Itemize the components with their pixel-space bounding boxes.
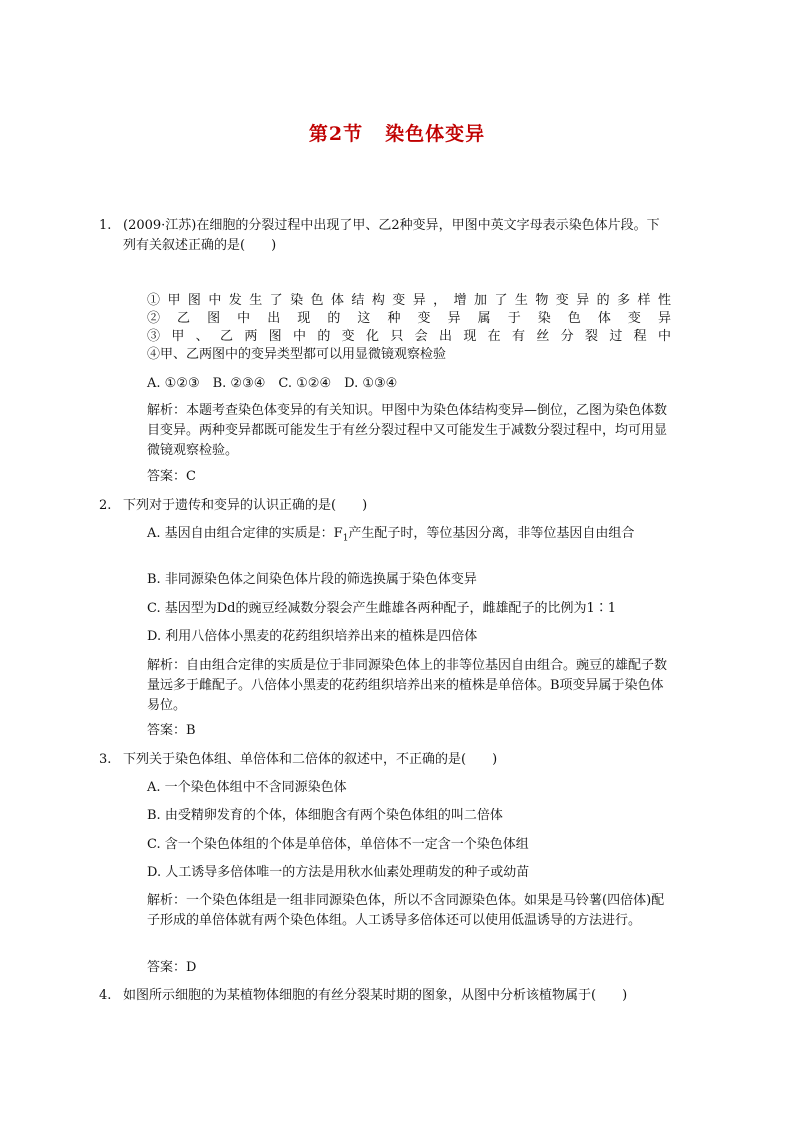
- question-3-stem: 3. 下列关于染色体组、单倍体和二倍体的叙述中，不正确的是( ): [123, 750, 671, 770]
- q2-option-a: A. 基因自由组合定律的实质是：$F_1$产生配子时，等位基因分离，非等位基因自由组合: [147, 526, 635, 544]
- q1-item-3: ③甲、乙两图中的变化只会出现在有丝分裂过程中: [147, 329, 671, 344]
- q2-analysis: 解析：自由组合定律的实质是位于非同源染色体上的非等位基因自由组合。豌豆的雄配子数量远多于雌配子。八倍体小黑麦的花药组织培养出来的植株是单倍体。B项变异属于染色体易位。: [147, 658, 668, 713]
- q3-analysis: 解析：一个染色体组是一组非同源染色体，所以不含同源染色体。如果是马铃薯(四倍体)配子形成的单倍体就有两个染色体组。人工诱导多倍体还可以使用低温诱导的方法进行。: [147, 893, 665, 928]
- section-name: 染色体变异: [385, 123, 486, 145]
- q2-option-d: D. 利用八倍体小黑麦的花药组织培养出来的植株是四倍体: [147, 629, 478, 644]
- question-4-stem: 4. 如图所示细胞的为某植物体细胞的有丝分裂某时期的图象，从图中分析该植物属于( ): [123, 986, 671, 1006]
- q3-option-a: A. 一个染色体组中不含同源染色体: [147, 780, 347, 795]
- q1-options: A. ①②③ B. ②③④ C. ①②④ D. ①③④: [147, 376, 398, 391]
- q3-option-d: D. 人工诱导多倍体唯一的方法是用秋水仙素处理萌发的种子或幼苗: [147, 865, 530, 880]
- q1-item-1: ①甲图中发生了染色体结构变异，增加了生物变异的多样性: [147, 293, 671, 308]
- q1-answer: 答案：C: [147, 469, 196, 484]
- q3-option-b: B. 由受精卵发育的个体，体细胞含有两个染色体组的叫二倍体: [147, 808, 503, 823]
- question-number: 3.: [99, 752, 112, 767]
- question-number: 4.: [99, 988, 112, 1003]
- question-1-stem: 1. (2009·江苏)在细胞的分裂过程中出现了甲、乙2种变异，甲图中英文字母表示染色体片段。下列有关叙述正确的是( ): [99, 218, 660, 253]
- q2-answer: 答案：B: [147, 723, 196, 738]
- q1-analysis: 解析：本题考查染色体变异的有关知识。甲图中为染色体结构变异—倒位，乙图为染色体数目变异。两种变异都既可能发生于有丝分裂过程中又可能发生于减数分裂过程中，均可用显微镜观察检验。: [147, 403, 668, 458]
- q3-option-c: C. 含一个染色体组的个体是单倍体，单倍体不一定含一个染色体组: [147, 837, 529, 852]
- q1-item-2: ②乙图中出现的这种变异属于染色体变异: [147, 311, 671, 326]
- question-2-stem: 2. 下列对于遗传和变异的认识正确的是( ): [123, 496, 671, 516]
- q2-option-b: B. 非同源染色体之间染色体片段的筛选换属于染色体变异: [147, 572, 477, 587]
- question-number: 2.: [99, 498, 112, 513]
- page-title: [0, 119, 794, 146]
- q2-option-c: C. 基因型为Dd的豌豆经减数分裂会产生雌雄各两种配子，雌雄配子的比例为1∶1: [147, 601, 617, 616]
- section-number: 第2节: [308, 123, 364, 145]
- question-number: 1.: [99, 218, 112, 233]
- q1-item-4: ④甲、乙两图中的变异类型都可以用显微镜观察检验: [147, 347, 447, 362]
- q3-answer: 答案：D: [147, 960, 197, 975]
